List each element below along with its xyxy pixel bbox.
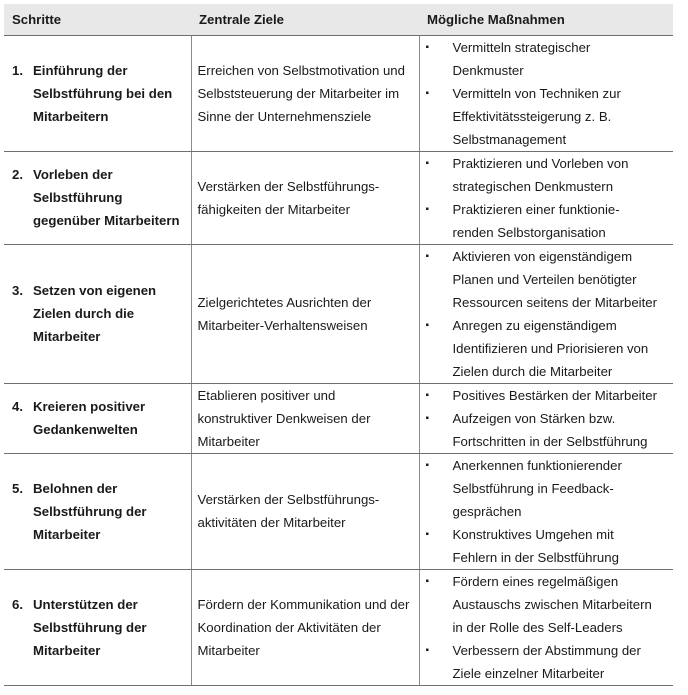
bullet-icon: ▪ [425, 157, 430, 169]
measure-item [426, 454, 674, 523]
step-cell [4, 151, 191, 244]
header-measures: Mögliche Maßnahmen [419, 4, 673, 35]
measures-list [420, 570, 674, 685]
measure-item [426, 82, 674, 151]
step-text [33, 279, 156, 348]
bullet-icon: ▪ [425, 459, 430, 471]
measures-list [420, 245, 674, 383]
goal-text-line: konstruktiver Denkweisen der [197, 410, 371, 426]
header-steps: Schritte [4, 4, 191, 35]
measure-item [426, 570, 674, 639]
measure-item [426, 152, 674, 198]
step-text-line: Setzen von eigenen [33, 283, 157, 298]
step-label [4, 593, 191, 662]
goal-text [192, 59, 419, 128]
measure-text-line: Planen und Verteilen benötigter [452, 271, 637, 287]
step-number: 3. [12, 283, 23, 298]
measure-text-line: Fortschritten in der Selbstführung [452, 433, 648, 449]
measure-text-line: Fehlern in der Selbstführung [452, 549, 619, 565]
measure-text [453, 639, 674, 685]
table-row [4, 244, 673, 383]
measure-text-line: Vermitteln von Techniken zur [452, 85, 621, 101]
step-text-line: Selbstführung der [33, 619, 147, 635]
measures-cell [419, 244, 673, 383]
bullet-icon: ▪ [425, 389, 430, 401]
step-number: 4. [12, 399, 23, 414]
measures-cell [419, 35, 673, 151]
step-cell [4, 244, 191, 383]
bullet-icon: ▪ [425, 575, 430, 587]
goal-text-line: Verstärken der Selbstführungs- [197, 178, 380, 194]
table-row [4, 453, 673, 569]
step-cell [4, 35, 191, 151]
step-text [33, 593, 147, 662]
table-row [4, 151, 673, 244]
measure-text-line: Anerkennen funktionierender [452, 457, 622, 473]
step-text-line: Selbstführung [33, 190, 123, 205]
measure-item [426, 36, 674, 82]
measure-text-line: Positives Bestärken der Mitarbeiter [452, 387, 657, 403]
measure-text [453, 570, 674, 639]
measure-text [453, 407, 674, 453]
step-text-line: Selbstführung der [33, 503, 147, 519]
measure-item [426, 407, 674, 453]
measure-item [426, 639, 674, 685]
measure-text-line: Praktizieren einer funktionie- [452, 201, 620, 217]
goal-text-line: Etablieren positiver und [197, 387, 336, 403]
bullet-icon: ▪ [425, 412, 430, 424]
step-text-line: Mitarbeiter [33, 642, 101, 658]
measure-text [453, 36, 674, 82]
measure-text-line: strategischen Denkmustern [452, 178, 614, 194]
measure-text [453, 523, 674, 569]
measure-text-line: Aufzeigen von Stärken bzw. [452, 410, 616, 426]
bullet-icon: ▪ [425, 319, 430, 331]
measure-text-line: Zielen durch die Mitarbeiter [452, 363, 613, 379]
goal-text-line: Selbststeuerung der Mitarbeiter im [197, 85, 400, 101]
measure-text [453, 82, 674, 151]
measure-text-line: Austauschs zwischen Mitarbeitern [452, 596, 652, 612]
measure-item [426, 523, 674, 569]
measure-text-line: Denkmuster [452, 62, 524, 78]
step-text-line: Kreieren positiver [33, 399, 146, 414]
bullet-icon: ▪ [425, 41, 430, 53]
step-text-line: Mitarbeiter [33, 526, 101, 542]
step-text-line: Einführung der [33, 62, 128, 78]
measure-item [426, 384, 674, 407]
measures-cell [419, 151, 673, 244]
step-number: 5. [12, 480, 23, 496]
measure-text-line: gesprächen [452, 503, 522, 519]
step-text-line: Vorleben der [33, 167, 113, 182]
goal-text-line: fähigkeiten der Mitarbeiter [197, 201, 350, 217]
step-number: 6. [12, 596, 23, 612]
step-text-line: Unterstützen der [33, 596, 138, 612]
goal-text-line: Mitarbeiter [197, 642, 260, 658]
measure-item [426, 314, 674, 383]
measure-text-line: Anregen zu eigenständigem [452, 317, 617, 333]
bullet-icon: ▪ [425, 528, 430, 540]
goal-cell [191, 244, 419, 383]
step-cell [4, 453, 191, 569]
measure-text-line: in der Rolle des Self-Leaders [452, 619, 623, 635]
step-label [4, 163, 191, 232]
step-text-line: Gedankenwelten [33, 422, 138, 437]
measures-cell [419, 383, 673, 453]
measure-text-line: renden Selbstorganisation [452, 224, 606, 240]
bullet-icon: ▪ [425, 644, 430, 656]
measure-text-line: Selbstmanagement [452, 131, 567, 147]
goal-text-line: Zielgerichtetes Ausrichten der [197, 294, 372, 310]
table-header-row [4, 4, 673, 35]
measure-text-line: Ressourcen seitens der Mitarbeiter [452, 294, 657, 310]
measure-text-line: Ziele einzelner Mitarbeiter [452, 665, 605, 681]
goal-text-line: aktivitäten der Mitarbeiter [197, 515, 346, 530]
step-text-line: gegenüber Mitarbeitern [33, 213, 180, 228]
step-label [4, 59, 191, 128]
measures-list [420, 152, 674, 244]
measure-text-line: Praktizieren und Vorleben von [452, 155, 629, 171]
step-text-line: Zielen durch die [33, 306, 135, 321]
measure-text-line: Aktivieren von eigenständigem [452, 248, 633, 264]
measures-cell [419, 453, 673, 569]
measure-item [426, 198, 674, 244]
step-number: 2. [12, 167, 23, 182]
measure-text-line: Fördern eines regelmäßigen [452, 573, 619, 589]
goal-cell [191, 383, 419, 453]
step-label [4, 395, 191, 441]
measures-list [420, 384, 674, 453]
bullet-icon: ▪ [425, 250, 430, 262]
bullet-icon: ▪ [425, 87, 430, 99]
goal-cell [191, 35, 419, 151]
step-text [33, 477, 147, 546]
goal-text-line: Koordination der Aktivitäten der [197, 619, 381, 635]
measure-text-line: Effektivitätssteigerung z. B. [452, 108, 612, 124]
goal-text [192, 488, 419, 534]
step-text-line: Mitarbeiter [33, 329, 101, 344]
goal-cell [191, 151, 419, 244]
goal-text [192, 593, 419, 662]
goal-text-line: Sinne der Unternehmensziele [197, 108, 372, 124]
measure-text [453, 384, 674, 407]
goal-text-line: Fördern der Kommunikation und der [197, 596, 410, 612]
table-row [4, 383, 673, 453]
measure-text-line: Identifizieren und Priorisieren von [452, 340, 649, 356]
step-cell [4, 383, 191, 453]
measure-text [453, 454, 674, 523]
measure-text [453, 198, 674, 244]
step-text [33, 163, 180, 232]
goal-text-line: Verstärken der Selbstführungs- [197, 492, 380, 507]
measures-cell [419, 569, 673, 685]
step-text-line: Selbstführung bei den [33, 85, 173, 101]
step-number: 1. [12, 62, 23, 78]
measure-text [453, 245, 674, 314]
table-row [4, 35, 673, 151]
step-text [33, 59, 172, 128]
measure-text-line: Vermitteln strategischer [452, 39, 591, 55]
measure-text-line: Selbstführung in Feedback- [452, 480, 614, 496]
step-text [33, 395, 145, 441]
goal-text [192, 291, 419, 337]
header-goals: Zentrale Ziele [191, 4, 419, 35]
goal-text [192, 384, 419, 453]
goal-cell [191, 453, 419, 569]
step-cell [4, 569, 191, 685]
measure-text [453, 314, 674, 383]
measure-text [453, 152, 674, 198]
step-text-line: Belohnen der [33, 480, 118, 496]
goal-cell [191, 569, 419, 685]
measures-list [420, 454, 674, 569]
step-label [4, 279, 191, 348]
goal-text-line: Erreichen von Selbstmotivation und [197, 62, 405, 78]
measure-item [426, 245, 674, 314]
goal-text [192, 175, 419, 221]
goal-text-line: Mitarbeiter-Verhaltensweisen [197, 317, 368, 333]
measure-text-line: Konstruktives Umgehen mit [452, 526, 614, 542]
measures-list [420, 36, 674, 151]
table-row [4, 569, 673, 685]
measures-table [4, 4, 673, 686]
goal-text-line: Mitarbeiter [197, 433, 260, 449]
step-label [4, 477, 191, 546]
step-text-line: Mitarbeitern [33, 108, 109, 124]
measure-text-line: Verbessern der Abstimmung der [452, 642, 641, 658]
bullet-icon: ▪ [425, 203, 430, 215]
